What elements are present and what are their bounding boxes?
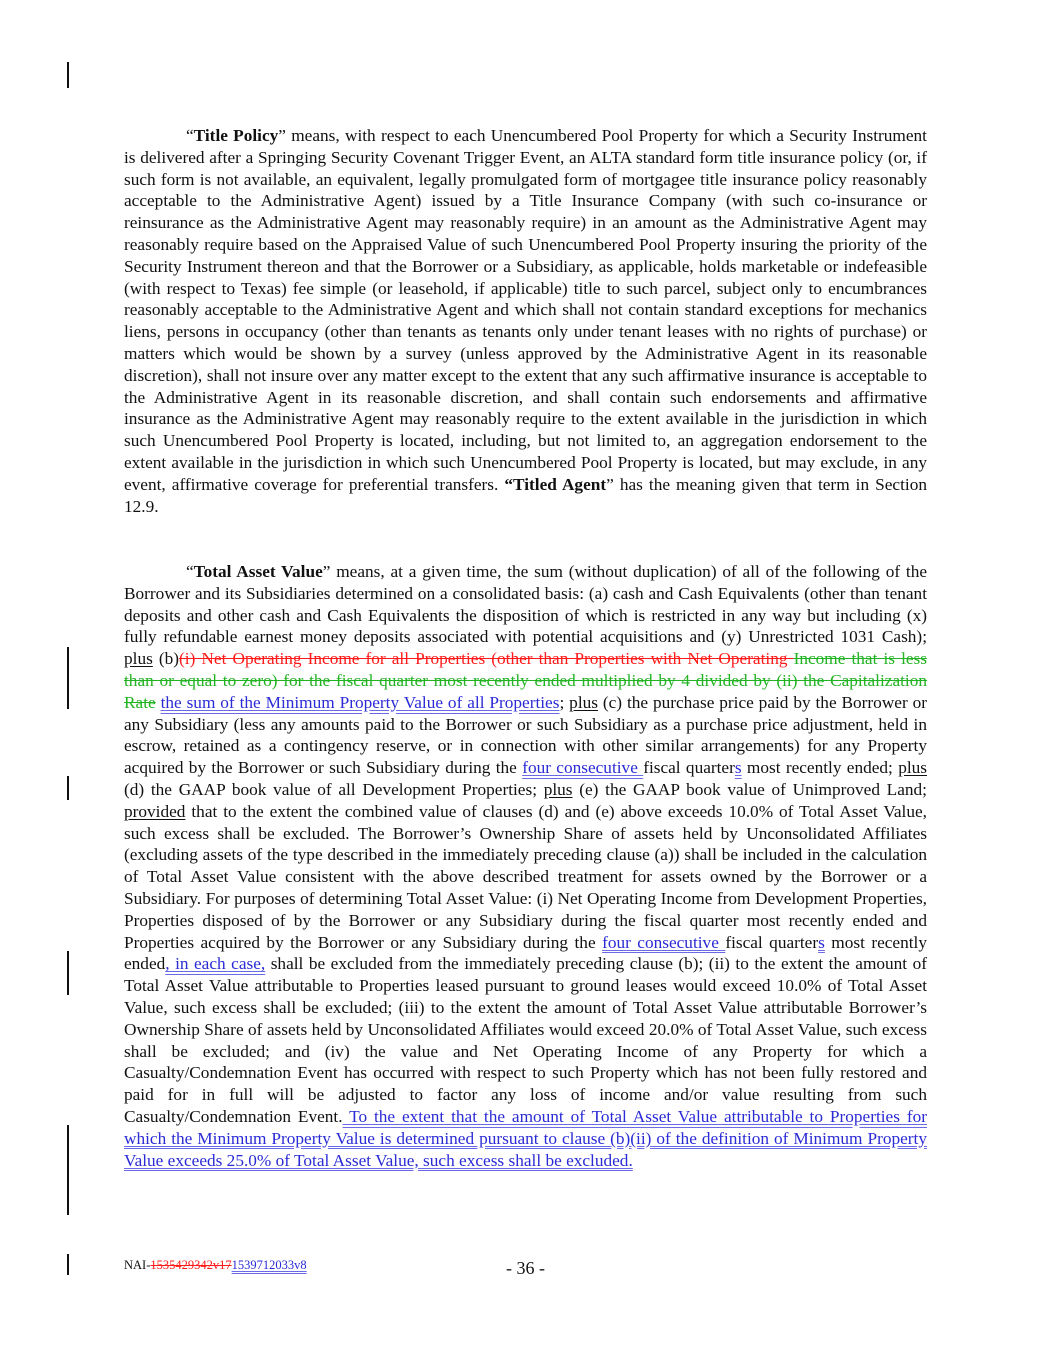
underlined-plus: plus [124, 649, 153, 669]
change-bar [67, 1254, 69, 1275]
definition-text: (e) the GAAP book value of Unimproved Land; [572, 779, 927, 799]
definition-text: (b) [152, 649, 180, 669]
definition-body: ” means, with respect to each Unencumbered Pool Property for which a Security Instrument is delivered after a Springing Security Covenant Trigger Event, an ALTA standard form title insurance policy (or, if such form is not available, an equivalent, legally promulgated form of mortgagee title insurance policy reasonably acceptable to the Administrative Agent) issued by a Title Insurance Company (with such co-insurance or reinsurance as the Administrative Agent may reasonably require) in an amount as the Administrative Agent may reasonably require based on the Appraised Value of such Unencumbered Pool Property insuring the priority of the Security Instrument thereon and that the Borrower or a Subsidiary, as applicable, holds marketable or indefeasible (with respect to Texas) fee simple (or leasehold, if applicable) title to such parcel, subject only to encumbrances reasonably acceptable to the Administrative Agent and which shall not contain standard exceptions for mechanics liens, persons in occupancy (other than tenants as tenants only under tenant leases with no rights of purchase) or matters which would be shown by a survey (unless approved by the Administrative Agent in its reasonable discretion), shall not insure over any matter except to the extent that any such affirmative insurance is acceptable to the Administrative Agent in its reasonable discretion, and shall contain such endorsements and affirmative insurance as the Administrative Agent may reasonably require to the extent available in the jurisdiction in which such Unencumbered Pool Property is located, including, but not limited to, an aggregation endorsement to the extent available in the jurisdiction in which such Unencumbered Pool Property is located, but may exclude, in any event, affirmative coverage for preferential transfers. [124, 126, 927, 494]
underlined-plus: plus [898, 758, 927, 778]
change-bar [67, 1125, 69, 1215]
definition-body: ” has the meaning given that term in Section 12.9. [124, 474, 927, 516]
defined-term-title-policy: Title Policy [193, 126, 279, 145]
definition-text: (d) the GAAP book value of all Development Properties; [124, 779, 544, 799]
underlined-provided: provided [124, 801, 186, 821]
change-bar [67, 951, 69, 995]
change-bar [67, 647, 69, 709]
definition-total-asset-value [124, 561, 927, 1171]
change-bar [67, 776, 69, 800]
moved-deleted-text: Income that is less than or equal to zero) for the fiscal quarter most recently ended multiplied by 4 divided by (ii) the Capitalization Rate [124, 649, 927, 712]
definition-text: fiscal quarter [643, 758, 735, 778]
definition-text: shall be excluded from the immediately preceding clause (b); (ii) to the extent the amount of Total Asset Value attributable to Properties leased pursuant to ground leases would exceed 10.0% of Total Asset Value, such excess shall be excluded; (iii) to the extent the amount of Total Asset Value attributable Borrower’s Ownership Share of assets held by Unconsolidated Affiliates would exceed 20.0% of Total Asset Value, such excess shall be excluded; and (iv) the value and Net Operating Income of any Property for which a Casualty/Condemnation Event has occurred with respect to such Property which has not been fully restored and paid for in full will be adjusted to factor any loss of income and/or value resulting from such Casualty/Condemnation Event. [124, 954, 927, 1126]
inserted-text: s [818, 932, 825, 952]
underlined-plus: plus [569, 692, 598, 712]
open-quote: “ [186, 562, 194, 581]
inserted-text: s [734, 758, 742, 778]
definition-title-policy [124, 125, 927, 517]
deleted-text: (i) Net Operating Income for all Properties (other than Properties with Net Operating [179, 649, 794, 669]
underlined-plus: plus [543, 779, 573, 799]
inserted-text: To the extent that the amount of Total Asset Value attributable to Properties for which the Minimum Property Value is determined pursuant to clause (b)(ii) of the definition of Minimum Property Value exceeds 25.0% of Total Asset Value, such excess shall be excluded. [124, 1106, 927, 1170]
definition-text: fiscal quarter [725, 932, 819, 952]
definition-text: ; [559, 692, 570, 712]
document-id-prefix: NAI- [124, 1258, 151, 1272]
defined-term-total-asset-value: Total Asset Value [193, 562, 323, 581]
defined-term-titled-agent: “Titled Agent [504, 474, 607, 494]
inserted-document-id: 1539712033v8 [231, 1258, 307, 1272]
page-number: - 36 - [506, 1258, 545, 1278]
inserted-text: , in each case, [165, 954, 266, 974]
deleted-document-id: 1535429342v17 [150, 1258, 232, 1272]
inserted-text: four consecutive [522, 758, 644, 778]
inserted-text: the sum of the Minimum Property Value of all Properties [160, 692, 560, 712]
definition-text: that to the extent the combined value of clauses (d) and (e) above exceeds 10.0% of Total Asset Value, such excess shall be excluded. The Borrower’s Ownership Share of assets held by Unconsolidated Affiliates (excluding assets of the type described in the immediately preceding clause (a)) shall be included in the calculation of Total Asset Value consistent with the above described treatment for assets owned by the Borrower or a Subsidiary. For purposes of determining Total Asset Value: (i) Net Operating Income from Development Properties, Properties disposed of by the Borrower or any Subsidiary during the fiscal quarter most recently ended and Properties acquired by the Borrower or any Subsidiary during the [124, 801, 927, 952]
definition-text: (c) the purchase price paid by the Borrower or any Subsidiary (less any amounts paid to the Borrower or such Subsidiary as a purchase price adjustment, held in escrow, retained as a contingency reserve, or in connection with other similar arrangements) for any Property acquired by the Borrower or such Subsidiary during the [124, 692, 928, 778]
inserted-text: four consecutive [602, 932, 726, 952]
open-quote: “ [186, 126, 194, 145]
definition-text: most recently ended [124, 932, 927, 974]
document-id [124, 1258, 307, 1273]
definition-text: ” means, at a given time, the sum (without duplication) of all of the following of the Borrower and its Subsidiaries determined on a consolidated basis: (a) cash and Cash Equivalents (other than tenant deposits and other cash and Cash Equivalents the disposition of which is restricted in any way but including (x) fully refundable earnest money deposits associated with potential acquisitions and (y) Unrestricted 1031 Cash); [124, 562, 928, 647]
definition-text: most recently ended; [741, 758, 899, 778]
change-bar [67, 62, 69, 88]
